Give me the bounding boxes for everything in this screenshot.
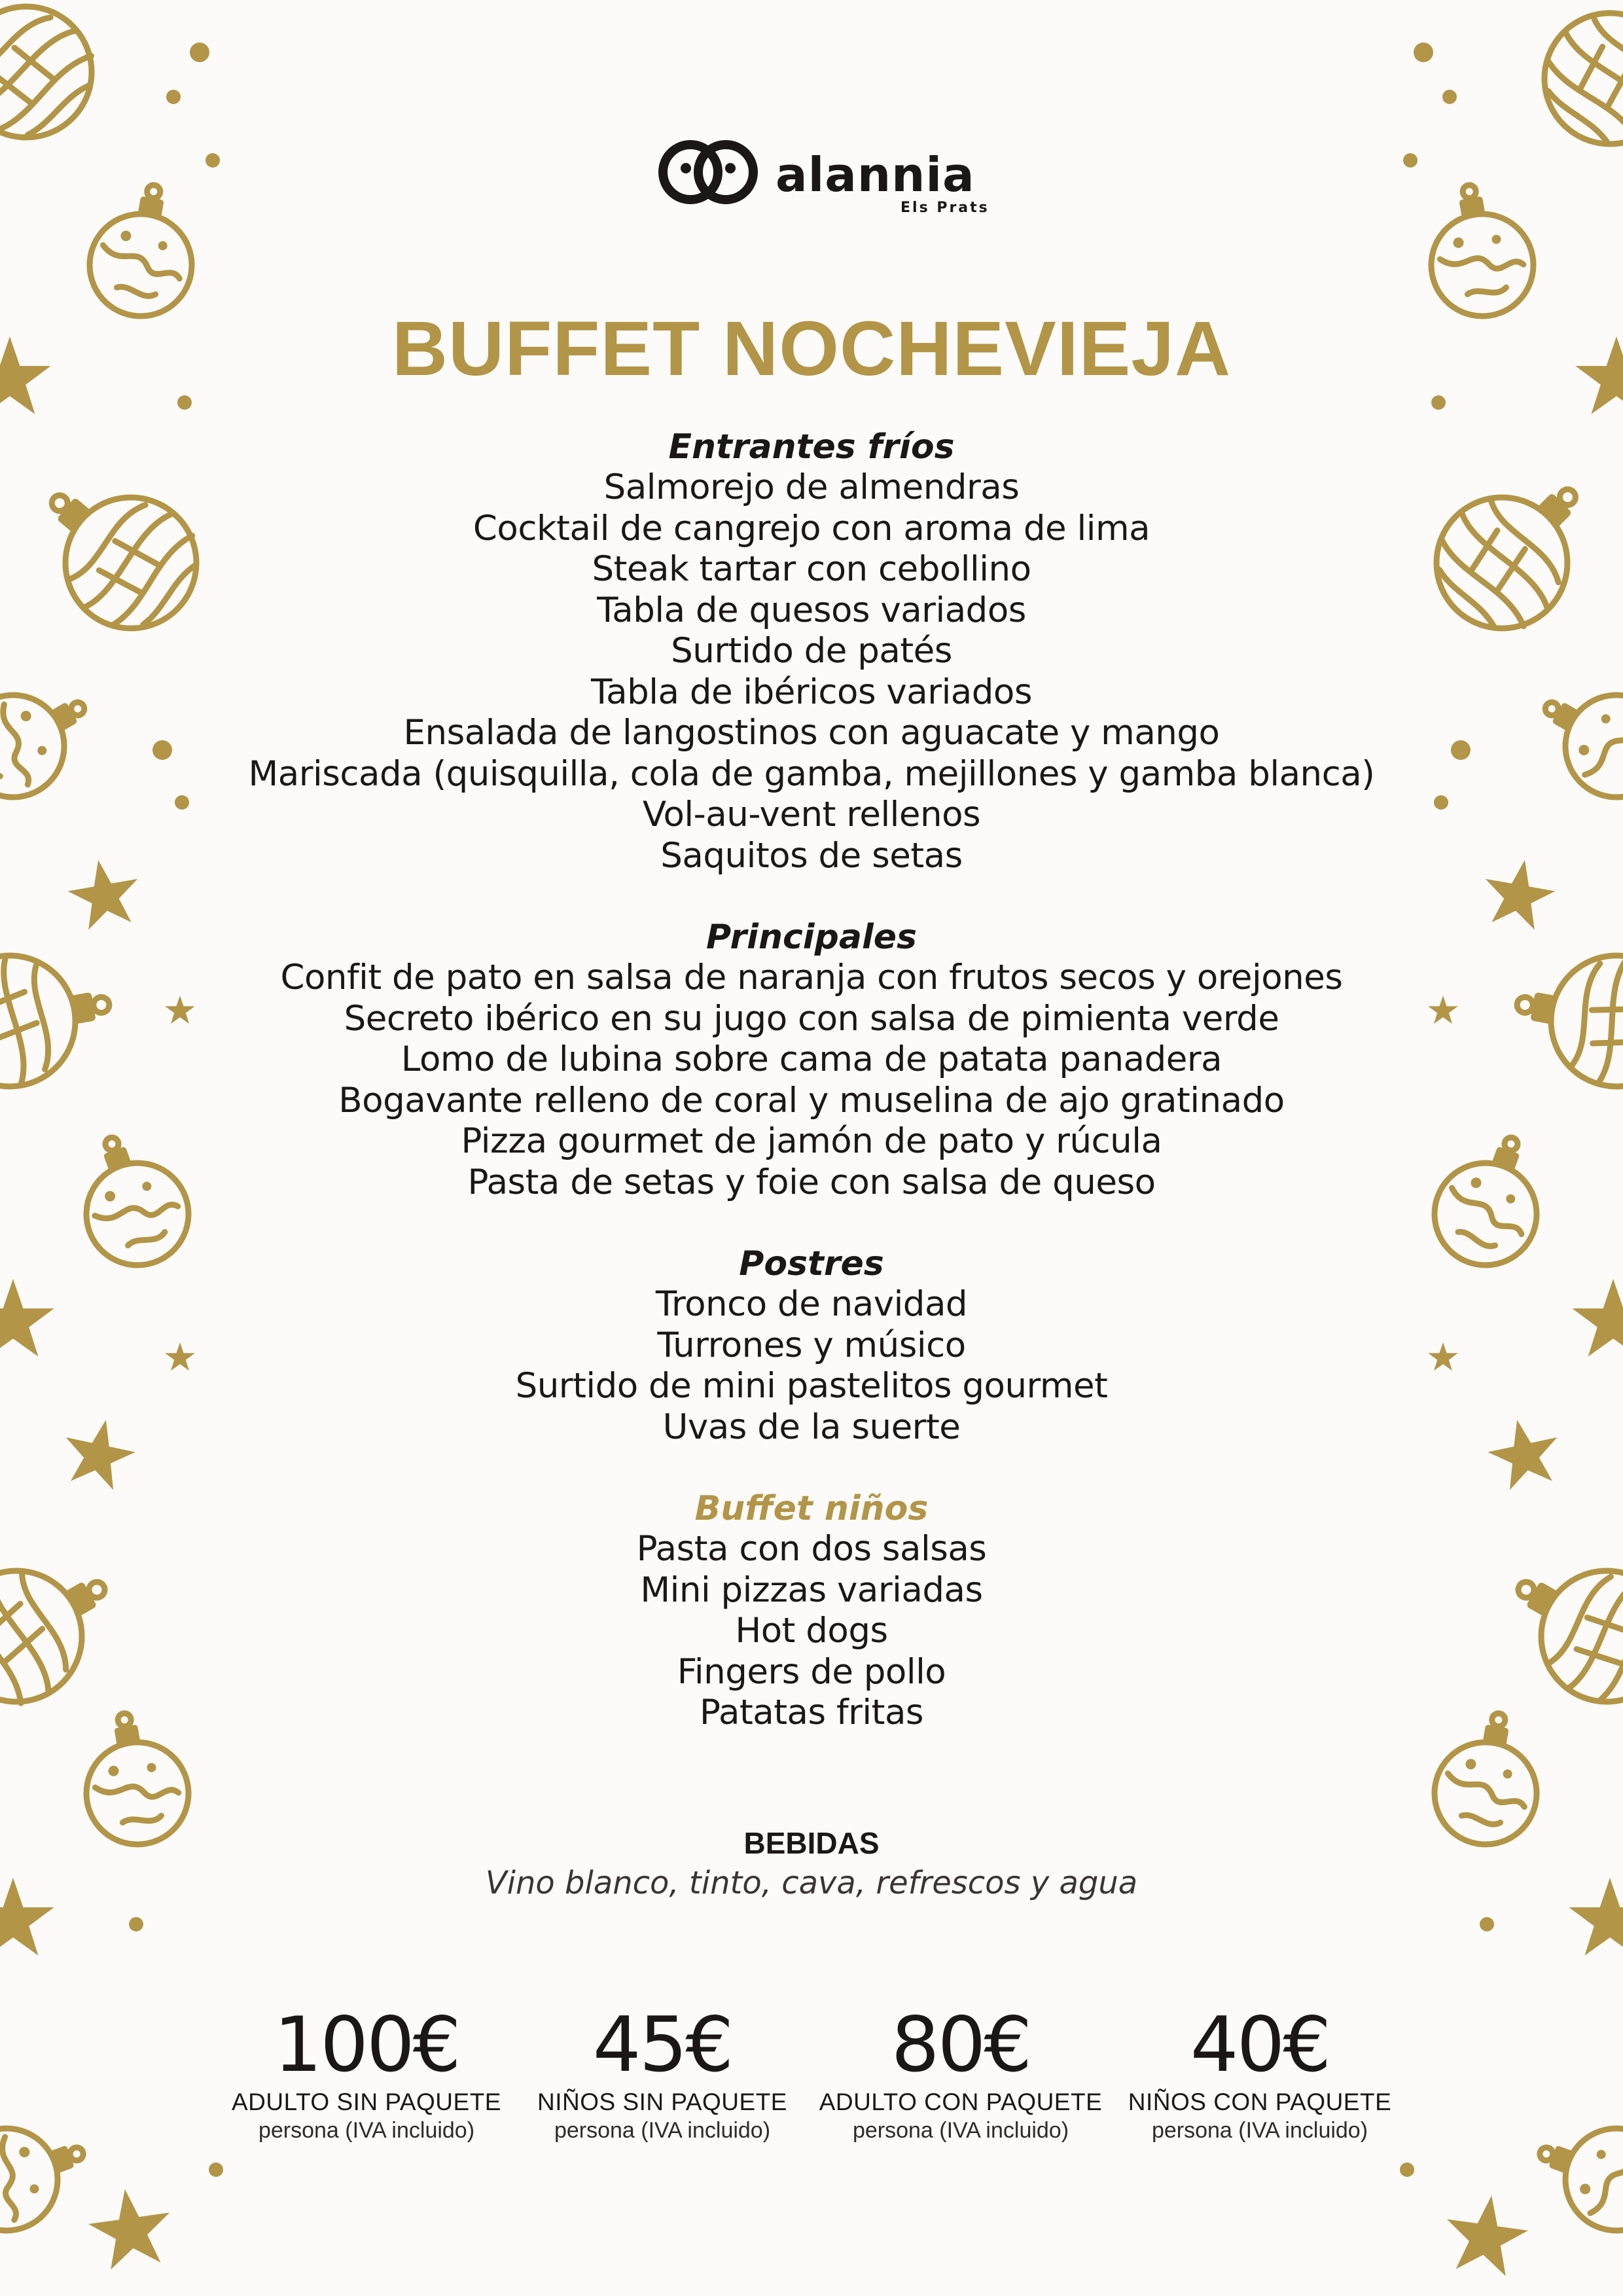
menu-item: Pasta con dos salsas <box>636 1529 987 1569</box>
price-amount: 40€ <box>1190 2001 1330 2089</box>
price-amount: 100€ <box>274 2001 459 2089</box>
price-adult-no-package <box>213 2003 520 2144</box>
drinks-text: Vino blanco, tinto, cava, refrescos y agua <box>485 1865 1138 1901</box>
menu-item: Steak tartar con cebollino <box>592 549 1031 589</box>
price-list <box>0 2003 1623 2153</box>
brand-mark-icon <box>654 134 762 210</box>
menu-item: Hot dogs <box>735 1611 888 1651</box>
menu-section <box>0 917 1623 1203</box>
menu-item: Saquitos de setas <box>660 835 963 876</box>
brand-subtitle: Els Prats <box>901 200 990 216</box>
menu-item: Surtido de patés <box>671 631 952 671</box>
menu-item: Fingers de pollo <box>677 1651 946 1692</box>
price-kids-with-package <box>1106 2003 1414 2144</box>
menu-item: Vol-au-vent rellenos <box>642 795 981 834</box>
price-amount: 80€ <box>891 2001 1031 2089</box>
menu-section <box>0 427 1623 876</box>
drinks-section <box>0 1823 1623 1903</box>
section-title: Entrantes fríos <box>668 427 955 467</box>
section-title: Principales <box>705 918 917 957</box>
menu-item: Tronco de navidad <box>655 1284 968 1324</box>
price-label: NIÑOS SIN PAQUETE <box>537 2089 787 2115</box>
page-title: BUFFET NOCHEVIEJA <box>391 306 1232 392</box>
price-kids-no-package <box>508 2003 816 2144</box>
menu-sections <box>0 427 1623 1774</box>
menu-item: Ensalada de langostinos con aguacate y mango <box>403 713 1220 753</box>
menu-item: Confit de pato en salsa de naranja con frutos secos y orejones <box>280 958 1343 997</box>
menu-section <box>0 1488 1623 1734</box>
menu-item: Bogavante relleno de coral y muselina de ajo gratinado <box>338 1080 1285 1121</box>
menu-item: Surtido de mini pastelitos gourmet <box>515 1366 1108 1406</box>
brand-name: alannia <box>776 147 975 202</box>
menu-item: Secreto ibérico en su jugo con salsa de pimienta verde <box>344 998 1279 1039</box>
menu-item: Uvas de la suerte <box>662 1407 961 1447</box>
price-note: persona (IVA incluido) <box>852 2118 1069 2143</box>
menu-item: Pizza gourmet de jamón de pato y rúcula <box>461 1121 1162 1161</box>
section-title: Buffet niños <box>694 1489 929 1528</box>
price-adult-with-package <box>807 2003 1115 2144</box>
menu-item: Tabla de ibéricos variados <box>591 672 1032 712</box>
brand-logo <box>0 134 1623 216</box>
price-note: persona (IVA incluido) <box>554 2118 771 2143</box>
price-note: persona (IVA incluido) <box>1151 2118 1368 2143</box>
star-icon <box>84 2183 177 2272</box>
star-icon <box>1440 2190 1533 2278</box>
price-amount: 45€ <box>592 2001 732 2089</box>
menu-item: Tabla de quesos variados <box>597 590 1026 630</box>
menu-item: Mini pizzas variadas <box>640 1570 983 1610</box>
menu-item: Patatas fritas <box>699 1693 924 1732</box>
menu-item: Mariscada (quisquilla, cola de gamba, mejillones y gamba blanca) <box>248 753 1375 794</box>
menu-item: Pasta de setas y foie con salsa de queso <box>467 1162 1156 1202</box>
menu-section <box>0 1244 1623 1448</box>
menu-item: Cocktail de cangrejo con aroma de lima <box>473 508 1150 548</box>
drinks-title: BEBIDAS <box>743 1826 880 1860</box>
price-label: ADULTO SIN PAQUETE <box>232 2089 501 2115</box>
price-label: ADULTO CON PAQUETE <box>819 2089 1103 2115</box>
menu-item: Turrones y músico <box>657 1325 966 1365</box>
price-label: NIÑOS CON PAQUETE <box>1128 2089 1392 2115</box>
price-note: persona (IVA incluido) <box>258 2118 475 2143</box>
section-title: Postres <box>739 1244 884 1283</box>
menu-item: Lomo de lubina sobre cama de patata panadera <box>401 1039 1222 1079</box>
menu-item: Salmorejo de almendras <box>603 467 1020 507</box>
